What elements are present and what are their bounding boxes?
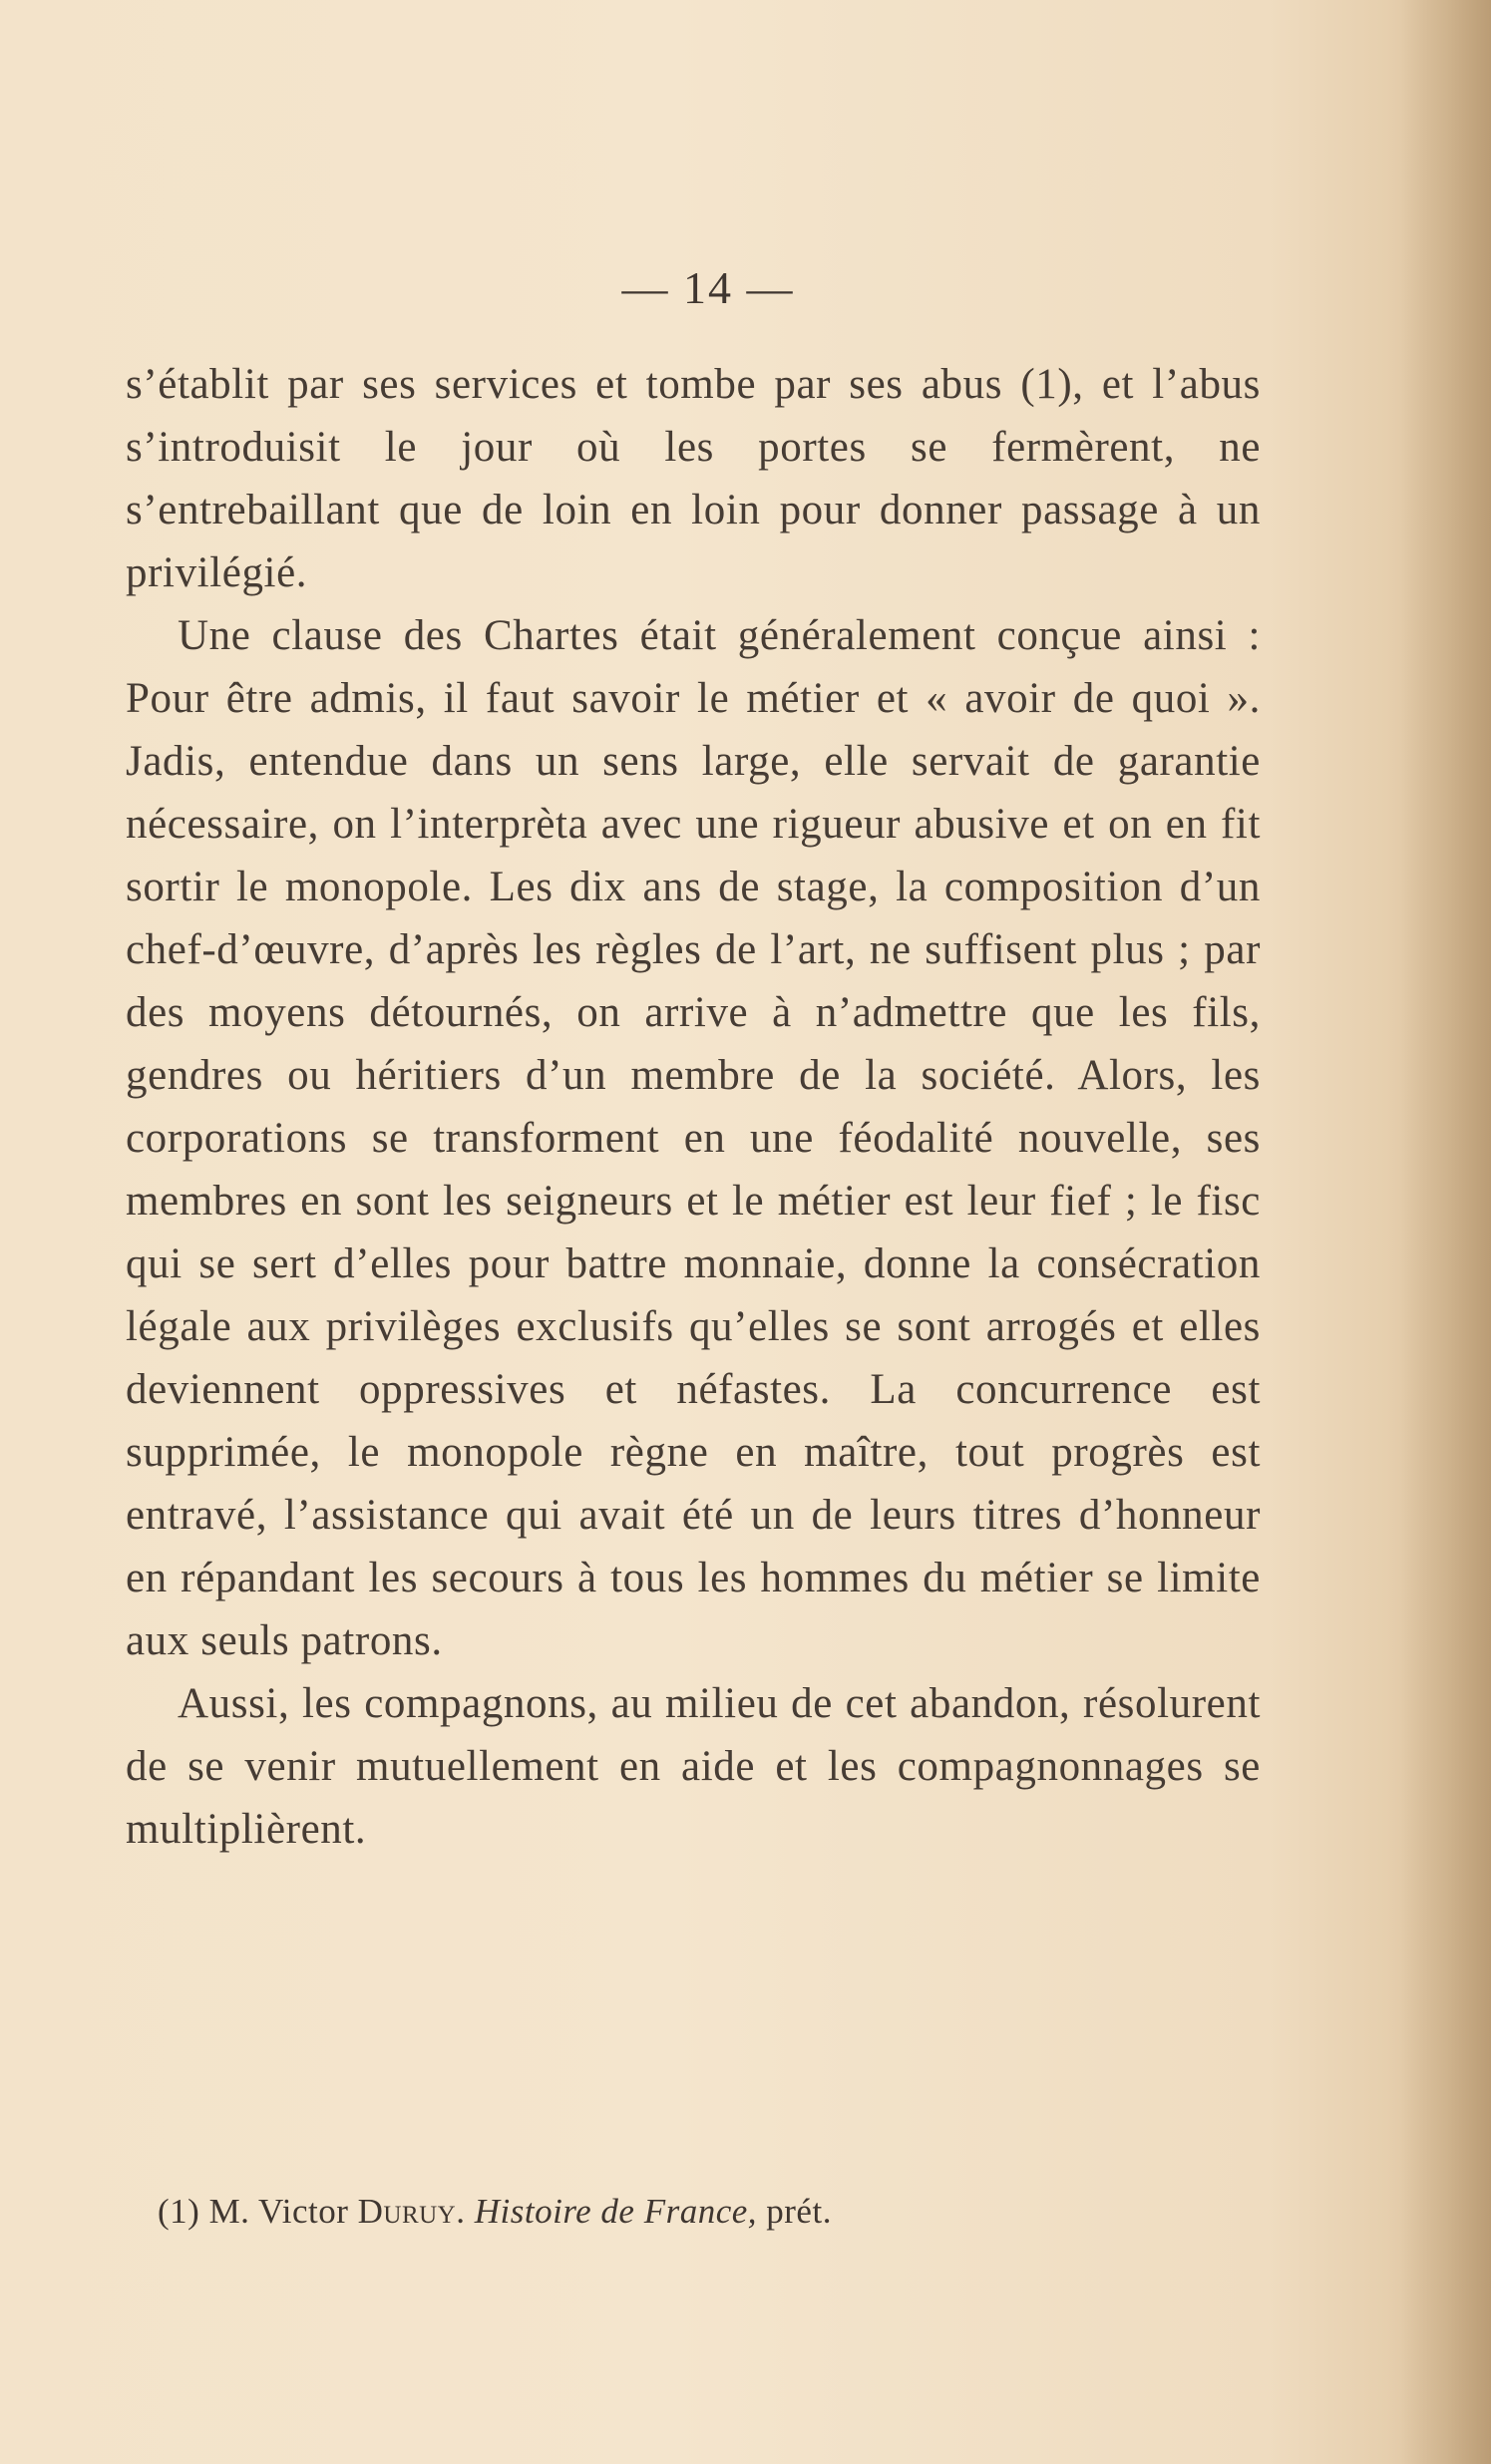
footnote-work-title: Histoire de France,: [474, 2192, 758, 2231]
footnote-author: Duruy.: [357, 2192, 466, 2231]
page-edge-shadow: [1401, 0, 1491, 2464]
page-number: — 14 —: [621, 262, 795, 313]
footnote-marker: (1): [158, 2192, 200, 2231]
paragraph-3: Aussi, les compagnons, au milieu de cet abandon, résolurent de se venir mutuellement en aide et les compagnonnages se multiplièrent.: [126, 1680, 1261, 1853]
footnote: [158, 2188, 1255, 2236]
footnote-suffix: prét.: [766, 2192, 832, 2231]
main-text: [126, 353, 1261, 1861]
footnote-prefix: M. Victor: [208, 2192, 349, 2231]
paragraph-2: Une clause des Chartes était généralement conçue ainsi : Pour être admis, il faut savoir le métier et « avoir de quoi ». Jadis, entendue dans un sens large, elle servait de garantie nécessaire, on l’interprèta avec une rigueur abusive et on en fit sortir le monopole. Les dix ans de stage, la composition d’un chef-d’œuvre, d’après les règles de l’art, ne suffisent plus ; par des moyens détournés, on arrive à n’admettre que les fils, gendres ou héritiers d’un membre de la société. Alors, les corporations se transforment en une féodalité nouvelle, ses membres en sont les seigneurs et le métier est leur fief ; le fisc qui se sert d’elles pour battre monnaie, donne la consécration légale aux privilèges exclusifs qu’elles se sont arrogés et elles deviennent oppressives et néfastes. La concurrence est supprimée, le monopole règne en maître, tout progrès est entravé, l’assistance qui avait été un de leurs titres d’honneur en répandant les secours à tous les hommes du métier se limite aux seuls patrons.: [126, 612, 1261, 1664]
paragraph-1: s’établit par ses services et tombe par ses abus (1), et l’abus s’introduisit le jour où les portes se fermèrent, ne s’entrebaillant que de loin en loin pour donner passage à un privilégié.: [126, 361, 1261, 596]
